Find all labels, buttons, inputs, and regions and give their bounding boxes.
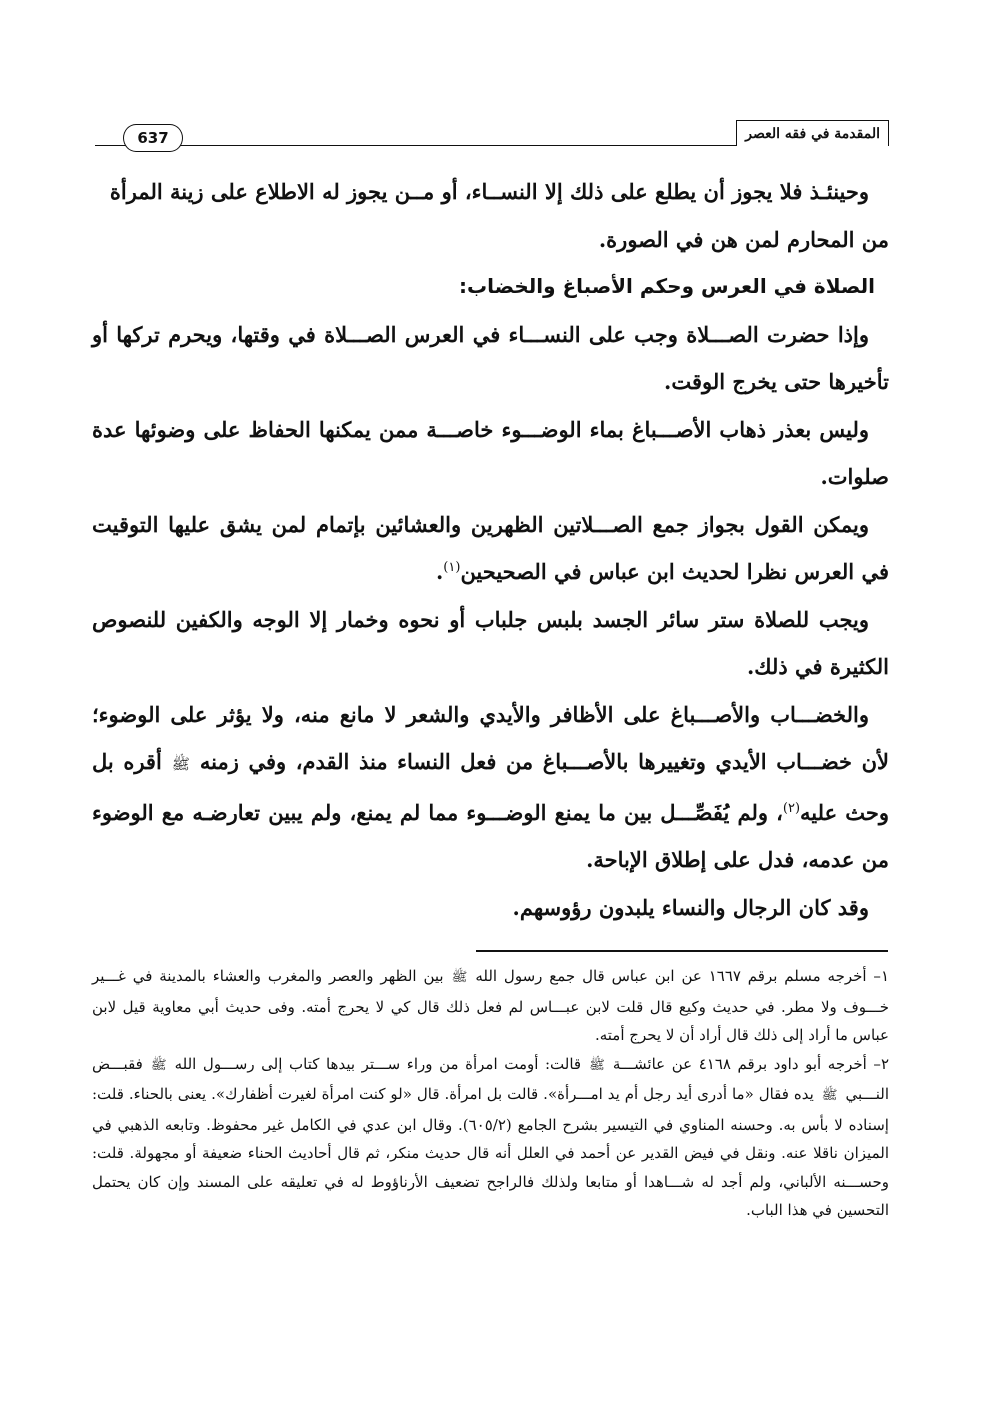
footnote-2-part-2: قالت: أومت امرأة من وراء ســـتر بيدها كتاب إلى رســـول الله (174, 1054, 582, 1073)
salutation-symbol: ﷺ (451, 970, 468, 985)
salutation-symbol: ﷺ (171, 755, 190, 773)
paragraph-6-part-3: ، ولم يُفَصِّـــل بين ما يمنع الوضـــوء مما لم يمنع، ولم يبين تعارضـه مع الوضوء من عدمه، فدل على إطلاق الإباحة. (92, 799, 889, 872)
footnote-2 (92, 1050, 889, 1225)
footnote-1-part-1: ١– أخرجه مسلم برقم ١٦٦٧ عن ابن عباس قال جمع رسول الله (475, 967, 889, 985)
paragraph-1-line-2: من المحارم لمن هن في الصورة. (598, 226, 889, 252)
page-number: 637 (123, 124, 183, 152)
salutation-symbol: ﷺ (589, 1057, 605, 1073)
footnote-2-part-4: يده فقال «ما أدرى أيد رجل أم يد امـــرأة». قالت بل امرأة. قال «لو كنت امرأة لغيرت أظفارك». يعنى بالحناء. قلت: إسناده لا بأس به. وحسنه المناوي في التيسير بشرح الجامع (٦٠٥/٢). وقال ابن عدي في الكامل غير محفوظ. وتابعه الذهبي في الميزان ناقلا عنه. ونقل في فيض القدير عن أحمد في العلل أنه قال حديث منكر، ثم قال أحاديث الحناء ضعيفة أو مجهولة. قلت: وحســـنه الألباني، ولم أجد له شـــاهدا أو متابعا ولذلك فالراجح تضعيف الأرناؤوط له في تعليقه على المسند وإن كان يحتمل التحسين في هذا الباب. (92, 1085, 889, 1219)
footnote-1 (92, 962, 889, 1050)
footnote-separator (476, 950, 888, 952)
paragraph-4-text: ويمكن القول بجواز جمع الصـــلاتين الظهرين والعشائين بإتمام لمن يشق عليها التوقيت في العرس نظرا لحديث ابن عباس في الصحيحين (92, 511, 889, 584)
paragraph-1-line-1: وحينئـذ فلا يجوز أن يطلع على ذلك إلا النســاء، أو مــن يجوز له الاطلاع على زينة المرأة (109, 179, 869, 204)
paragraph-4-end: . (435, 559, 444, 584)
footnote-2-part-1: ٢– أخرجه أبو داود برقم ٤١٦٨ عن عائشـــة (612, 1054, 889, 1073)
salutation-symbol: ﷺ (821, 1088, 838, 1103)
footnote-ref-1[interactable]: (١) (443, 560, 461, 575)
paragraph-6 (92, 691, 889, 884)
section-heading: الصلاة في العرس وحكم الأصباغ والخضاب: (459, 274, 875, 298)
main-text (92, 168, 889, 931)
footnote-2-part-3: فقبـــض النـــبي (92, 1054, 889, 1103)
paragraph-4 (92, 501, 889, 596)
footnotes (92, 962, 889, 1225)
paragraph-7: وقد كان الرجال والنساء يلبدون رؤوسهم. (512, 894, 869, 920)
paragraph-5: ويجب للصلاة ستر سائر الجسد بلبس جلباب أو نحوه وخمار إلا الوجه والكفين للنصوص الكثيرة في ذلك. (92, 606, 889, 679)
footnote-ref-2[interactable]: (٢) (782, 800, 801, 816)
paragraph-2: وإذا حضرت الصـــلاة وجب على النســـاء في العرس الصـــلاة في وقتها، ويحرم تركها أو تأخيرها حتى يخرج الوقت. (92, 321, 889, 394)
paragraph-1 (92, 168, 889, 263)
page-header (95, 120, 889, 150)
book-title: المقدمة في فقه العصر (736, 120, 889, 146)
paragraph-6-part-1: والخضـــاب والأصـــباغ على الأظافر والأيدي والشعر لا مانع منه، ولا يؤثر على الوضوء؛ لأن خضـــاب الأيدي وتغييرها بالأصـــباغ من فعل النساء منذ القدم، وفي زمنه (92, 701, 889, 774)
paragraph-6-part-2: أقره بل وحث عليه (92, 749, 890, 825)
paragraph-3: وليس بعذر ذهاب الأصـــباغ بماء الوضـــوء خاصـــة ممن يمكنها الحفاظ على وضوئها عدة صلوات. (92, 416, 889, 489)
footnote-1-part-2: بين الظهر والعصر والمغرب والعشاء بالمدينة في غـــير خـــوف ولا مطر. في حديث وكيع قال قلت لابن عبـــاس لم فعل ذلك قال كي لا يحرج أمته. وفى حديث أبي معاوية قيل لابن عباس ما أراد إلى ذلك قال أراد أن لا يحرج أمته. (92, 967, 889, 1044)
salutation-symbol: ﷺ (150, 1057, 167, 1073)
